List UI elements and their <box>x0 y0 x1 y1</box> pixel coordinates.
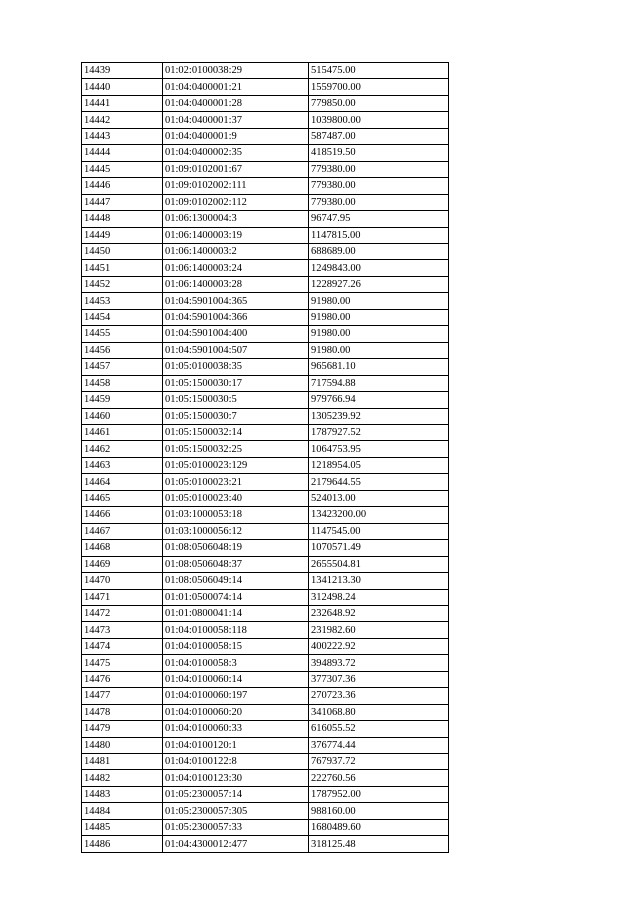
amount-cell: 779380.00 <box>309 194 449 210</box>
cadastral-code-cell: 01:05:1500030:5 <box>163 392 309 408</box>
table-row <box>82 227 449 243</box>
row-id-cell: 14481 <box>82 754 163 770</box>
amount-cell: 400222.92 <box>309 638 449 654</box>
row-id-cell: 14476 <box>82 671 163 687</box>
row-id-cell: 14475 <box>82 655 163 671</box>
amount-cell: 270723.36 <box>309 688 449 704</box>
amount-cell: 341068.80 <box>309 704 449 720</box>
cadastral-code-cell: 01:05:2300057:33 <box>163 819 309 835</box>
row-id-cell: 14483 <box>82 786 163 802</box>
table-row <box>82 737 449 753</box>
cadastral-code-cell: 01:08:0506048:37 <box>163 556 309 572</box>
cadastral-code-cell: 01:05:0100023:21 <box>163 474 309 490</box>
table-row <box>82 375 449 391</box>
row-id-cell: 14439 <box>82 63 163 79</box>
row-id-cell: 14477 <box>82 688 163 704</box>
amount-cell: 979766.94 <box>309 392 449 408</box>
row-id-cell: 14464 <box>82 474 163 490</box>
table-row <box>82 721 449 737</box>
table-row <box>82 638 449 654</box>
cadastral-code-cell: 01:04:0400001:37 <box>163 112 309 128</box>
amount-cell: 1070571.49 <box>309 540 449 556</box>
amount-cell: 717594.88 <box>309 375 449 391</box>
amount-cell: 779850.00 <box>309 95 449 111</box>
row-id-cell: 14440 <box>82 79 163 95</box>
amount-cell: 91980.00 <box>309 342 449 358</box>
cadastral-code-cell: 01:02:0100038:29 <box>163 63 309 79</box>
table-row <box>82 540 449 556</box>
table-row <box>82 622 449 638</box>
row-id-cell: 14461 <box>82 424 163 440</box>
row-id-cell: 14446 <box>82 178 163 194</box>
table-row <box>82 803 449 819</box>
amount-cell: 1064753.95 <box>309 441 449 457</box>
cadastral-code-cell: 01:04:0100122:8 <box>163 754 309 770</box>
row-id-cell: 14454 <box>82 309 163 325</box>
row-id-cell: 14444 <box>82 145 163 161</box>
amount-cell: 377307.36 <box>309 671 449 687</box>
cadastral-code-cell: 01:04:0100060:20 <box>163 704 309 720</box>
row-id-cell: 14486 <box>82 836 163 852</box>
table-row <box>82 243 449 259</box>
amount-cell: 1787952.00 <box>309 786 449 802</box>
cadastral-code-cell: 01:04:5901004:400 <box>163 326 309 342</box>
amount-cell: 524013.00 <box>309 490 449 506</box>
table-row <box>82 523 449 539</box>
amount-cell: 779380.00 <box>309 161 449 177</box>
table-row <box>82 326 449 342</box>
row-id-cell: 14468 <box>82 540 163 556</box>
amount-cell: 232648.92 <box>309 605 449 621</box>
cadastral-code-cell: 01:04:0100060:14 <box>163 671 309 687</box>
amount-cell: 312498.24 <box>309 589 449 605</box>
cadastral-code-cell: 01:05:1500032:14 <box>163 424 309 440</box>
table-row <box>82 178 449 194</box>
row-id-cell: 14457 <box>82 359 163 375</box>
cadastral-code-cell: 01:05:2300057:305 <box>163 803 309 819</box>
cadastral-code-cell: 01:05:1500032:25 <box>163 441 309 457</box>
cadastral-code-cell: 01:04:0100058:118 <box>163 622 309 638</box>
records-body <box>82 63 449 853</box>
row-id-cell: 14459 <box>82 392 163 408</box>
cadastral-code-cell: 01:04:0400001:21 <box>163 79 309 95</box>
amount-cell: 231982.60 <box>309 622 449 638</box>
amount-cell: 2179644.55 <box>309 474 449 490</box>
row-id-cell: 14441 <box>82 95 163 111</box>
table-row <box>82 211 449 227</box>
table-row <box>82 556 449 572</box>
amount-cell: 1787927.52 <box>309 424 449 440</box>
amount-cell: 1039800.00 <box>309 112 449 128</box>
row-id-cell: 14484 <box>82 803 163 819</box>
amount-cell: 965681.10 <box>309 359 449 375</box>
cadastral-code-cell: 01:08:0506049:14 <box>163 573 309 589</box>
amount-cell: 1228927.26 <box>309 276 449 292</box>
table-row <box>82 770 449 786</box>
amount-cell: 91980.00 <box>309 309 449 325</box>
cadastral-code-cell: 01:04:0100120:1 <box>163 737 309 753</box>
row-id-cell: 14478 <box>82 704 163 720</box>
row-id-cell: 14467 <box>82 523 163 539</box>
table-row <box>82 671 449 687</box>
table-row <box>82 161 449 177</box>
cadastral-code-cell: 01:09:0102002:112 <box>163 194 309 210</box>
table-row <box>82 754 449 770</box>
table-row <box>82 128 449 144</box>
table-row <box>82 474 449 490</box>
row-id-cell: 14451 <box>82 260 163 276</box>
cadastral-code-cell: 01:04:0400001:9 <box>163 128 309 144</box>
row-id-cell: 14480 <box>82 737 163 753</box>
row-id-cell: 14463 <box>82 457 163 473</box>
row-id-cell: 14462 <box>82 441 163 457</box>
row-id-cell: 14465 <box>82 490 163 506</box>
cadastral-code-cell: 01:05:1500030:7 <box>163 408 309 424</box>
row-id-cell: 14449 <box>82 227 163 243</box>
amount-cell: 1147545.00 <box>309 523 449 539</box>
amount-cell: 616055.52 <box>309 721 449 737</box>
table-row <box>82 112 449 128</box>
table-row <box>82 276 449 292</box>
table-row <box>82 392 449 408</box>
cadastral-code-cell: 01:04:0100060:33 <box>163 721 309 737</box>
row-id-cell: 14471 <box>82 589 163 605</box>
amount-cell: 587487.00 <box>309 128 449 144</box>
row-id-cell: 14448 <box>82 211 163 227</box>
row-id-cell: 14482 <box>82 770 163 786</box>
row-id-cell: 14456 <box>82 342 163 358</box>
cadastral-code-cell: 01:04:0100123:30 <box>163 770 309 786</box>
amount-cell: 2655504.81 <box>309 556 449 572</box>
amount-cell: 1305239.92 <box>309 408 449 424</box>
cadastral-code-cell: 01:04:0400002:35 <box>163 145 309 161</box>
table-row <box>82 605 449 621</box>
amount-cell: 376774.44 <box>309 737 449 753</box>
table-row <box>82 704 449 720</box>
table-row <box>82 688 449 704</box>
cadastral-code-cell: 01:06:1400003:19 <box>163 227 309 243</box>
row-id-cell: 14450 <box>82 243 163 259</box>
cadastral-code-cell: 01:08:0506048:19 <box>163 540 309 556</box>
cadastral-code-cell: 01:05:0100038:35 <box>163 359 309 375</box>
amount-cell: 318125.48 <box>309 836 449 852</box>
row-id-cell: 14466 <box>82 507 163 523</box>
cadastral-code-cell: 01:04:5901004:365 <box>163 293 309 309</box>
table-row <box>82 490 449 506</box>
amount-cell: 96747.95 <box>309 211 449 227</box>
row-id-cell: 14455 <box>82 326 163 342</box>
row-id-cell: 14473 <box>82 622 163 638</box>
row-id-cell: 14474 <box>82 638 163 654</box>
amount-cell: 988160.00 <box>309 803 449 819</box>
table-row <box>82 457 449 473</box>
cadastral-code-cell: 01:04:0100058:3 <box>163 655 309 671</box>
amount-cell: 13423200.00 <box>309 507 449 523</box>
amount-cell: 767937.72 <box>309 754 449 770</box>
table-row <box>82 655 449 671</box>
table-row <box>82 507 449 523</box>
row-id-cell: 14472 <box>82 605 163 621</box>
table-row <box>82 293 449 309</box>
table-row <box>82 95 449 111</box>
amount-cell: 1680489.60 <box>309 819 449 835</box>
amount-cell: 688689.00 <box>309 243 449 259</box>
cadastral-code-cell: 01:04:0400001:28 <box>163 95 309 111</box>
table-row <box>82 819 449 835</box>
cadastral-code-cell: 01:05:0100023:40 <box>163 490 309 506</box>
row-id-cell: 14470 <box>82 573 163 589</box>
amount-cell: 1559700.00 <box>309 79 449 95</box>
table-row <box>82 145 449 161</box>
cadastral-code-cell: 01:06:1400003:2 <box>163 243 309 259</box>
cadastral-code-cell: 01:06:1400003:24 <box>163 260 309 276</box>
row-id-cell: 14452 <box>82 276 163 292</box>
amount-cell: 222760.56 <box>309 770 449 786</box>
row-id-cell: 14447 <box>82 194 163 210</box>
cadastral-code-cell: 01:09:0102002:111 <box>163 178 309 194</box>
cadastral-code-cell: 01:04:0100060:197 <box>163 688 309 704</box>
cadastral-code-cell: 01:05:1500030:17 <box>163 375 309 391</box>
amount-cell: 1249843.00 <box>309 260 449 276</box>
row-id-cell: 14443 <box>82 128 163 144</box>
cadastral-code-cell: 01:04:5901004:366 <box>163 309 309 325</box>
cadastral-code-cell: 01:05:2300057:14 <box>163 786 309 802</box>
row-id-cell: 14442 <box>82 112 163 128</box>
cadastral-code-cell: 01:06:1300004:3 <box>163 211 309 227</box>
table-row <box>82 408 449 424</box>
cadastral-code-cell: 01:04:4300012:477 <box>163 836 309 852</box>
table-row <box>82 194 449 210</box>
table-row <box>82 573 449 589</box>
table-row <box>82 359 449 375</box>
table-row <box>82 589 449 605</box>
row-id-cell: 14458 <box>82 375 163 391</box>
cadastral-code-cell: 01:06:1400003:28 <box>163 276 309 292</box>
table-row <box>82 309 449 325</box>
amount-cell: 1147815.00 <box>309 227 449 243</box>
amount-cell: 91980.00 <box>309 293 449 309</box>
amount-cell: 779380.00 <box>309 178 449 194</box>
amount-cell: 418519.50 <box>309 145 449 161</box>
table-row <box>82 79 449 95</box>
row-id-cell: 14479 <box>82 721 163 737</box>
row-id-cell: 14453 <box>82 293 163 309</box>
amount-cell: 91980.00 <box>309 326 449 342</box>
amount-cell: 394893.72 <box>309 655 449 671</box>
cadastral-code-cell: 01:01:0800041:14 <box>163 605 309 621</box>
row-id-cell: 14469 <box>82 556 163 572</box>
cadastral-code-cell: 01:01:0500074:14 <box>163 589 309 605</box>
cadastral-code-cell: 01:09:0102001:67 <box>163 161 309 177</box>
amount-cell: 515475.00 <box>309 63 449 79</box>
row-id-cell: 14445 <box>82 161 163 177</box>
cadastral-code-cell: 01:05:0100023:129 <box>163 457 309 473</box>
table-row <box>82 63 449 79</box>
row-id-cell: 14485 <box>82 819 163 835</box>
cadastral-code-cell: 01:03:1000053:18 <box>163 507 309 523</box>
records-table <box>81 62 449 853</box>
cadastral-code-cell: 01:03:1000056:12 <box>163 523 309 539</box>
row-id-cell: 14460 <box>82 408 163 424</box>
table-row <box>82 260 449 276</box>
cadastral-code-cell: 01:04:5901004:507 <box>163 342 309 358</box>
amount-cell: 1341213.30 <box>309 573 449 589</box>
table-row <box>82 441 449 457</box>
amount-cell: 1218954.05 <box>309 457 449 473</box>
cadastral-code-cell: 01:04:0100058:15 <box>163 638 309 654</box>
table-row <box>82 342 449 358</box>
table-row <box>82 786 449 802</box>
table-row <box>82 836 449 852</box>
table-row <box>82 424 449 440</box>
